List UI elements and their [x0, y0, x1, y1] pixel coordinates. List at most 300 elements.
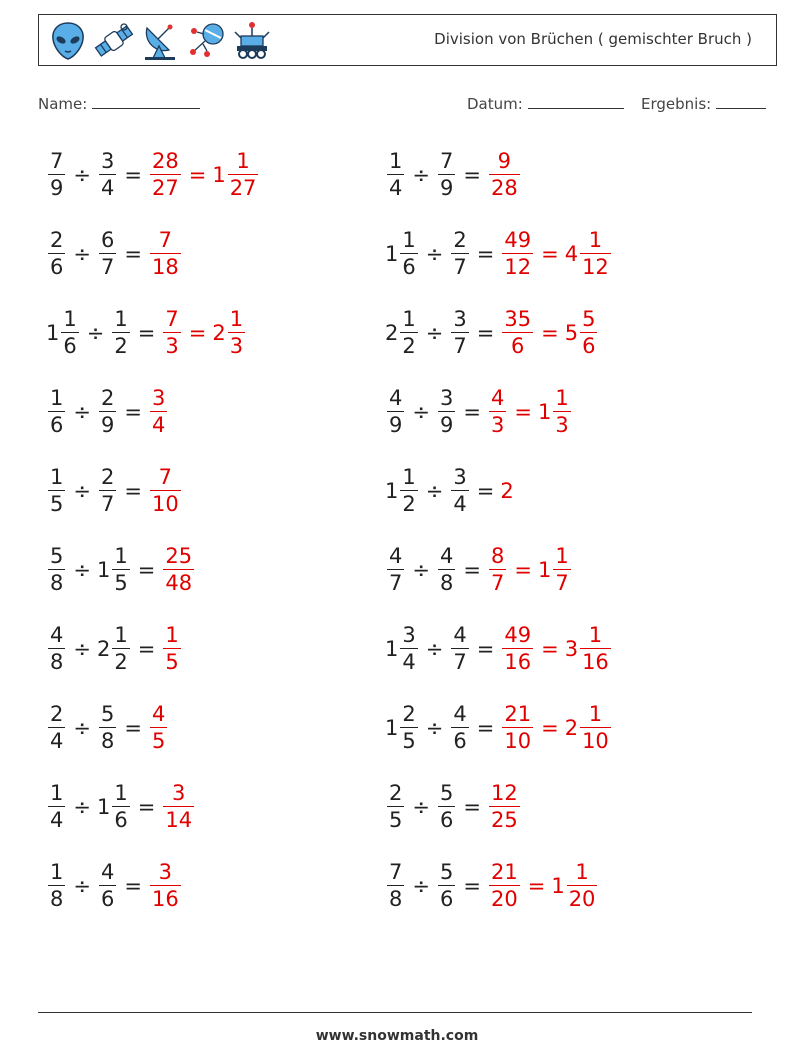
- numerator: 1: [50, 780, 64, 805]
- mixed-whole: 2: [564, 716, 579, 740]
- numerator: 35: [504, 306, 532, 331]
- answer: [487, 859, 599, 912]
- divide-sign: ÷: [86, 321, 105, 345]
- divisor: [451, 306, 468, 359]
- divide-sign: ÷: [412, 795, 430, 819]
- numerator: 4: [490, 385, 505, 410]
- equals-sign: =: [137, 795, 156, 819]
- denominator: 16: [504, 650, 532, 675]
- numerator: 21: [490, 859, 518, 884]
- radar-dish-icon: [139, 20, 181, 62]
- problem-row: [46, 541, 196, 599]
- denominator: 7: [453, 334, 467, 359]
- mixed-fraction: [580, 701, 611, 754]
- numerator: 1: [50, 859, 64, 884]
- dividend: [400, 227, 417, 280]
- numerator: 1: [555, 543, 569, 568]
- equals-sign: =: [527, 874, 546, 898]
- problem-row: [46, 146, 260, 204]
- divide-sign: ÷: [73, 479, 91, 503]
- answer: [161, 780, 196, 833]
- mixed-fraction: [553, 543, 570, 596]
- mixed-whole: 1: [537, 558, 552, 582]
- numerator: 21: [504, 701, 532, 726]
- denominator: 4: [50, 729, 64, 754]
- numerator: 2: [100, 385, 115, 410]
- answer: [500, 227, 612, 280]
- mixed-whole: 1: [212, 163, 226, 187]
- denominator: 5: [114, 571, 128, 596]
- problem-row: [385, 620, 613, 678]
- numerator: 1: [114, 780, 128, 805]
- denominator: 12: [504, 255, 532, 280]
- divide-sign: ÷: [73, 874, 91, 898]
- divisor: [99, 464, 116, 517]
- problem-row: [385, 383, 573, 441]
- dividend: [387, 780, 404, 833]
- problem-row: [385, 778, 522, 836]
- answer: [161, 622, 182, 675]
- numerator: 7: [389, 859, 403, 884]
- dividend: [48, 543, 65, 596]
- numerator: 1: [50, 464, 64, 489]
- answer: [500, 306, 599, 359]
- denominator: 2: [402, 492, 416, 517]
- problem-row: [385, 462, 514, 520]
- numerator: 2: [453, 227, 467, 252]
- numerator: 1: [402, 227, 416, 252]
- denominator: 3: [555, 413, 569, 438]
- numerator: 3: [453, 306, 467, 331]
- numerator: 5: [50, 543, 64, 568]
- divide-sign: ÷: [412, 874, 430, 898]
- equals-sign: =: [463, 400, 481, 424]
- answer-fraction: [502, 306, 533, 359]
- denominator: 6: [402, 255, 416, 280]
- worksheet-title: Division von Brüchen ( gemischter Bruch ): [434, 30, 752, 48]
- answer-fraction: [163, 780, 194, 833]
- answer: [148, 701, 169, 754]
- denominator: 5: [165, 650, 179, 675]
- problem-row: [385, 225, 613, 283]
- problem-row: [385, 857, 599, 915]
- dividend: [48, 780, 65, 833]
- dividend: [387, 385, 404, 438]
- alien-icon: [47, 20, 89, 62]
- answer-fraction: [502, 622, 533, 675]
- numerator: 1: [50, 385, 64, 410]
- result-blank[interactable]: [716, 94, 766, 109]
- divide-sign: ÷: [425, 321, 444, 345]
- footer-divider: [38, 1012, 752, 1013]
- answer: [148, 464, 183, 517]
- denominator: 25: [490, 808, 518, 833]
- denominator: 7: [453, 255, 467, 280]
- equals-sign: =: [514, 400, 532, 424]
- numerator: 4: [389, 543, 403, 568]
- name-blank[interactable]: [92, 94, 200, 109]
- numerator: 7: [50, 148, 64, 173]
- denominator: 7: [100, 255, 115, 280]
- dividend: [400, 464, 417, 517]
- divide-sign: ÷: [73, 400, 91, 424]
- answer-fraction: [150, 859, 181, 912]
- problem-row: [46, 304, 247, 362]
- equals-sign: =: [463, 558, 481, 582]
- dividend: [387, 148, 404, 201]
- answer-fraction: [150, 385, 167, 438]
- satellite-probe-icon: [185, 20, 227, 62]
- problem-row: [46, 778, 196, 836]
- equals-sign: =: [188, 321, 207, 345]
- divide-sign: ÷: [425, 479, 444, 503]
- denominator: 9: [439, 413, 454, 438]
- mixed-whole: 4: [564, 242, 579, 266]
- denominator: 6: [453, 729, 467, 754]
- numerator: 9: [497, 148, 512, 173]
- mixed-fraction: [228, 148, 259, 201]
- equals-sign: =: [514, 558, 532, 582]
- denominator: 3: [229, 334, 244, 359]
- denominator: 6: [50, 255, 64, 280]
- divisor: [438, 543, 455, 596]
- dividend: [48, 148, 65, 201]
- numerator: 1: [389, 148, 403, 173]
- result-label: Ergebnis:: [641, 95, 712, 113]
- answer: [161, 543, 196, 596]
- answer: [487, 780, 522, 833]
- numerator: 4: [50, 622, 64, 647]
- divide-sign: ÷: [412, 558, 430, 582]
- numerator: 1: [229, 306, 244, 331]
- denominator: 4: [402, 650, 416, 675]
- denominator: 3: [165, 334, 179, 359]
- denominator: 10: [504, 729, 532, 754]
- denominator: 7: [555, 571, 569, 596]
- denominator: 4: [100, 176, 115, 201]
- denominator: 8: [50, 887, 64, 912]
- problem-row: [46, 383, 169, 441]
- divisor: [451, 227, 468, 280]
- answer: [487, 543, 573, 596]
- dividend: [48, 859, 65, 912]
- equals-sign: =: [476, 479, 495, 503]
- equals-sign: =: [124, 479, 142, 503]
- denominator: 7: [490, 571, 505, 596]
- denominator: 8: [389, 887, 403, 912]
- divide-sign: ÷: [73, 795, 91, 819]
- answer-fraction: [489, 780, 520, 833]
- denominator: 20: [490, 887, 518, 912]
- mixed-fraction: [228, 306, 245, 359]
- divisor: [99, 701, 116, 754]
- mixed-fraction: [567, 859, 598, 912]
- answer: [148, 148, 260, 201]
- divide-sign: ÷: [73, 716, 91, 740]
- numerator: 3: [402, 622, 416, 647]
- answer: [148, 227, 183, 280]
- denominator: 8: [50, 650, 64, 675]
- numerator: 3: [453, 464, 467, 489]
- equals-sign: =: [137, 321, 156, 345]
- answer-fraction: [489, 859, 520, 912]
- answer: [500, 622, 612, 675]
- denominator: 6: [439, 887, 454, 912]
- denominator: 27: [151, 176, 179, 201]
- equals-sign: =: [124, 716, 142, 740]
- numerator: 25: [165, 543, 193, 568]
- mixed-fraction: [580, 622, 611, 675]
- numerator: 2: [402, 701, 416, 726]
- denominator: 18: [151, 255, 179, 280]
- problem-row: [46, 225, 183, 283]
- numerator: 2: [389, 780, 403, 805]
- equals-sign: =: [188, 163, 207, 187]
- numerator: 4: [439, 543, 454, 568]
- divisor: [438, 148, 455, 201]
- dividend: [400, 701, 417, 754]
- numerator: 1: [236, 148, 250, 173]
- problem-row: [385, 304, 599, 362]
- date-field: [467, 94, 624, 113]
- numerator: 12: [490, 780, 518, 805]
- dividend: [400, 306, 417, 359]
- dividend: [48, 385, 65, 438]
- dividend: [48, 464, 65, 517]
- denominator: 5: [402, 729, 416, 754]
- problem-row: [46, 857, 183, 915]
- equals-sign: =: [541, 242, 559, 266]
- answer: [161, 306, 247, 359]
- denominator: 14: [165, 808, 193, 833]
- divide-sign: ÷: [425, 716, 444, 740]
- divide-sign: ÷: [412, 400, 430, 424]
- numerator: 7: [158, 464, 173, 489]
- whole-number: 1: [46, 321, 60, 345]
- problem-row: [46, 620, 183, 678]
- numerator: 7: [165, 306, 179, 331]
- dividend: [48, 622, 65, 675]
- numerator: 1: [588, 701, 603, 726]
- numerator: 1: [63, 306, 77, 331]
- whole-number: 1: [96, 795, 111, 819]
- equals-sign: =: [541, 637, 559, 661]
- denominator: 48: [165, 571, 193, 596]
- whole-number: 1: [385, 716, 399, 740]
- answer: [487, 385, 573, 438]
- answer-fraction: [163, 543, 194, 596]
- denominator: 7: [100, 492, 115, 517]
- divisor: [451, 464, 468, 517]
- numerator: 3: [151, 385, 166, 410]
- numerator: 1: [402, 464, 416, 489]
- denominator: 8: [439, 571, 454, 596]
- denominator: 27: [229, 176, 257, 201]
- denominator: 9: [439, 176, 454, 201]
- divisor: [438, 385, 455, 438]
- divisor: [99, 148, 116, 201]
- dividend: [387, 543, 404, 596]
- denominator: 12: [582, 255, 609, 280]
- answer: [500, 479, 513, 503]
- denominator: 5: [151, 729, 166, 754]
- whole-number: 1: [385, 479, 399, 503]
- answer: [148, 859, 183, 912]
- equals-sign: =: [476, 716, 495, 740]
- name-field: [38, 94, 200, 113]
- denominator: 6: [511, 334, 525, 359]
- divide-sign: ÷: [73, 163, 91, 187]
- denominator: 6: [582, 334, 596, 359]
- divide-sign: ÷: [425, 242, 444, 266]
- divide-sign: ÷: [73, 242, 91, 266]
- whole-number: 1: [385, 637, 399, 661]
- denominator: 7: [389, 571, 403, 596]
- mixed-whole: 5: [564, 321, 579, 345]
- answer: [148, 385, 169, 438]
- answer-fraction: [150, 227, 181, 280]
- dividend: [400, 622, 417, 675]
- denominator: 10: [151, 492, 179, 517]
- mixed-whole: 1: [537, 400, 552, 424]
- denominator: 10: [582, 729, 609, 754]
- mixed-fraction: [580, 306, 597, 359]
- mixed-fraction: [580, 227, 611, 280]
- equals-sign: =: [124, 874, 142, 898]
- numerator: 1: [114, 306, 128, 331]
- worksheet-header: [38, 14, 777, 66]
- numerator: 3: [172, 780, 186, 805]
- numerator: 3: [158, 859, 173, 884]
- numerator: 4: [100, 859, 115, 884]
- numerator: 28: [151, 148, 179, 173]
- divisor: [438, 859, 455, 912]
- numerator: 5: [582, 306, 596, 331]
- divisor: [112, 622, 129, 675]
- denominator: 4: [389, 176, 403, 201]
- mixed-whole: 3: [564, 637, 579, 661]
- numerator: 1: [588, 622, 603, 647]
- whole-number: 2: [96, 637, 111, 661]
- denominator: 6: [100, 887, 115, 912]
- numerator: 49: [504, 622, 532, 647]
- denominator: 2: [114, 650, 128, 675]
- equals-sign: =: [463, 874, 481, 898]
- denominator: 6: [63, 334, 77, 359]
- divide-sign: ÷: [425, 637, 444, 661]
- numerator: 7: [439, 148, 454, 173]
- divisor: [451, 701, 468, 754]
- result-field: [641, 94, 766, 113]
- divisor: [451, 622, 468, 675]
- answer-fraction: [502, 701, 533, 754]
- equals-sign: =: [541, 321, 559, 345]
- denominator: 20: [568, 887, 596, 912]
- dividend: [61, 306, 78, 359]
- denominator: 8: [100, 729, 115, 754]
- answer-fraction: [163, 622, 180, 675]
- numerator: 4: [389, 385, 403, 410]
- date-blank[interactable]: [528, 94, 624, 109]
- satellite-icon: [93, 20, 135, 62]
- denominator: 3: [490, 413, 505, 438]
- header-icons: [47, 20, 273, 62]
- denominator: 9: [389, 413, 403, 438]
- answer: [487, 148, 522, 201]
- mixed-whole: 2: [212, 321, 226, 345]
- name-label: Name:: [38, 95, 88, 113]
- numerator: 3: [439, 385, 454, 410]
- divide-sign: ÷: [73, 558, 91, 582]
- denominator: 5: [389, 808, 403, 833]
- denominator: 16: [582, 650, 609, 675]
- equals-sign: =: [463, 795, 481, 819]
- equals-sign: =: [541, 716, 559, 740]
- numerator: 1: [114, 622, 128, 647]
- divisor: [99, 859, 116, 912]
- dividend: [387, 859, 404, 912]
- denominator: 4: [151, 413, 166, 438]
- equals-sign: =: [124, 163, 142, 187]
- answer-fraction: [163, 306, 180, 359]
- numerator: 49: [504, 227, 532, 252]
- answer-fraction: [489, 385, 506, 438]
- problem-row: [385, 699, 613, 757]
- denominator: 4: [50, 808, 64, 833]
- divisor: [99, 385, 116, 438]
- numerator: 1: [402, 306, 416, 331]
- denominator: 4: [453, 492, 467, 517]
- denominator: 9: [100, 413, 115, 438]
- equals-sign: =: [476, 637, 495, 661]
- numerator: 5: [439, 780, 454, 805]
- mixed-fraction: [553, 385, 570, 438]
- denominator: 6: [114, 808, 128, 833]
- problem-row: [46, 699, 169, 757]
- problem-row: [385, 541, 573, 599]
- dividend: [48, 227, 65, 280]
- denominator: 28: [490, 176, 518, 201]
- equals-sign: =: [476, 242, 495, 266]
- answer-fraction: [150, 464, 181, 517]
- equals-sign: =: [476, 321, 495, 345]
- numerator: 5: [100, 701, 115, 726]
- denominator: 2: [114, 334, 128, 359]
- footer-url: www.snowmath.com: [315, 1028, 479, 1044]
- answer-whole: 2: [500, 479, 514, 503]
- denominator: 6: [439, 808, 454, 833]
- whole-number: 2: [385, 321, 399, 345]
- divisor: [112, 306, 129, 359]
- dividend: [48, 701, 65, 754]
- whole-number: 1: [96, 558, 111, 582]
- answer-fraction: [489, 148, 520, 201]
- answer: [500, 701, 612, 754]
- divide-sign: ÷: [412, 163, 430, 187]
- equals-sign: =: [137, 637, 156, 661]
- numerator: 1: [575, 859, 589, 884]
- denominator: 6: [50, 413, 64, 438]
- date-label: Datum:: [467, 95, 523, 113]
- numerator: 4: [151, 701, 166, 726]
- numerator: 8: [490, 543, 505, 568]
- divide-sign: ÷: [73, 637, 91, 661]
- answer-fraction: [150, 701, 167, 754]
- equals-sign: =: [124, 400, 142, 424]
- denominator: 7: [453, 650, 467, 675]
- denominator: 9: [50, 176, 64, 201]
- numerator: 3: [100, 148, 115, 173]
